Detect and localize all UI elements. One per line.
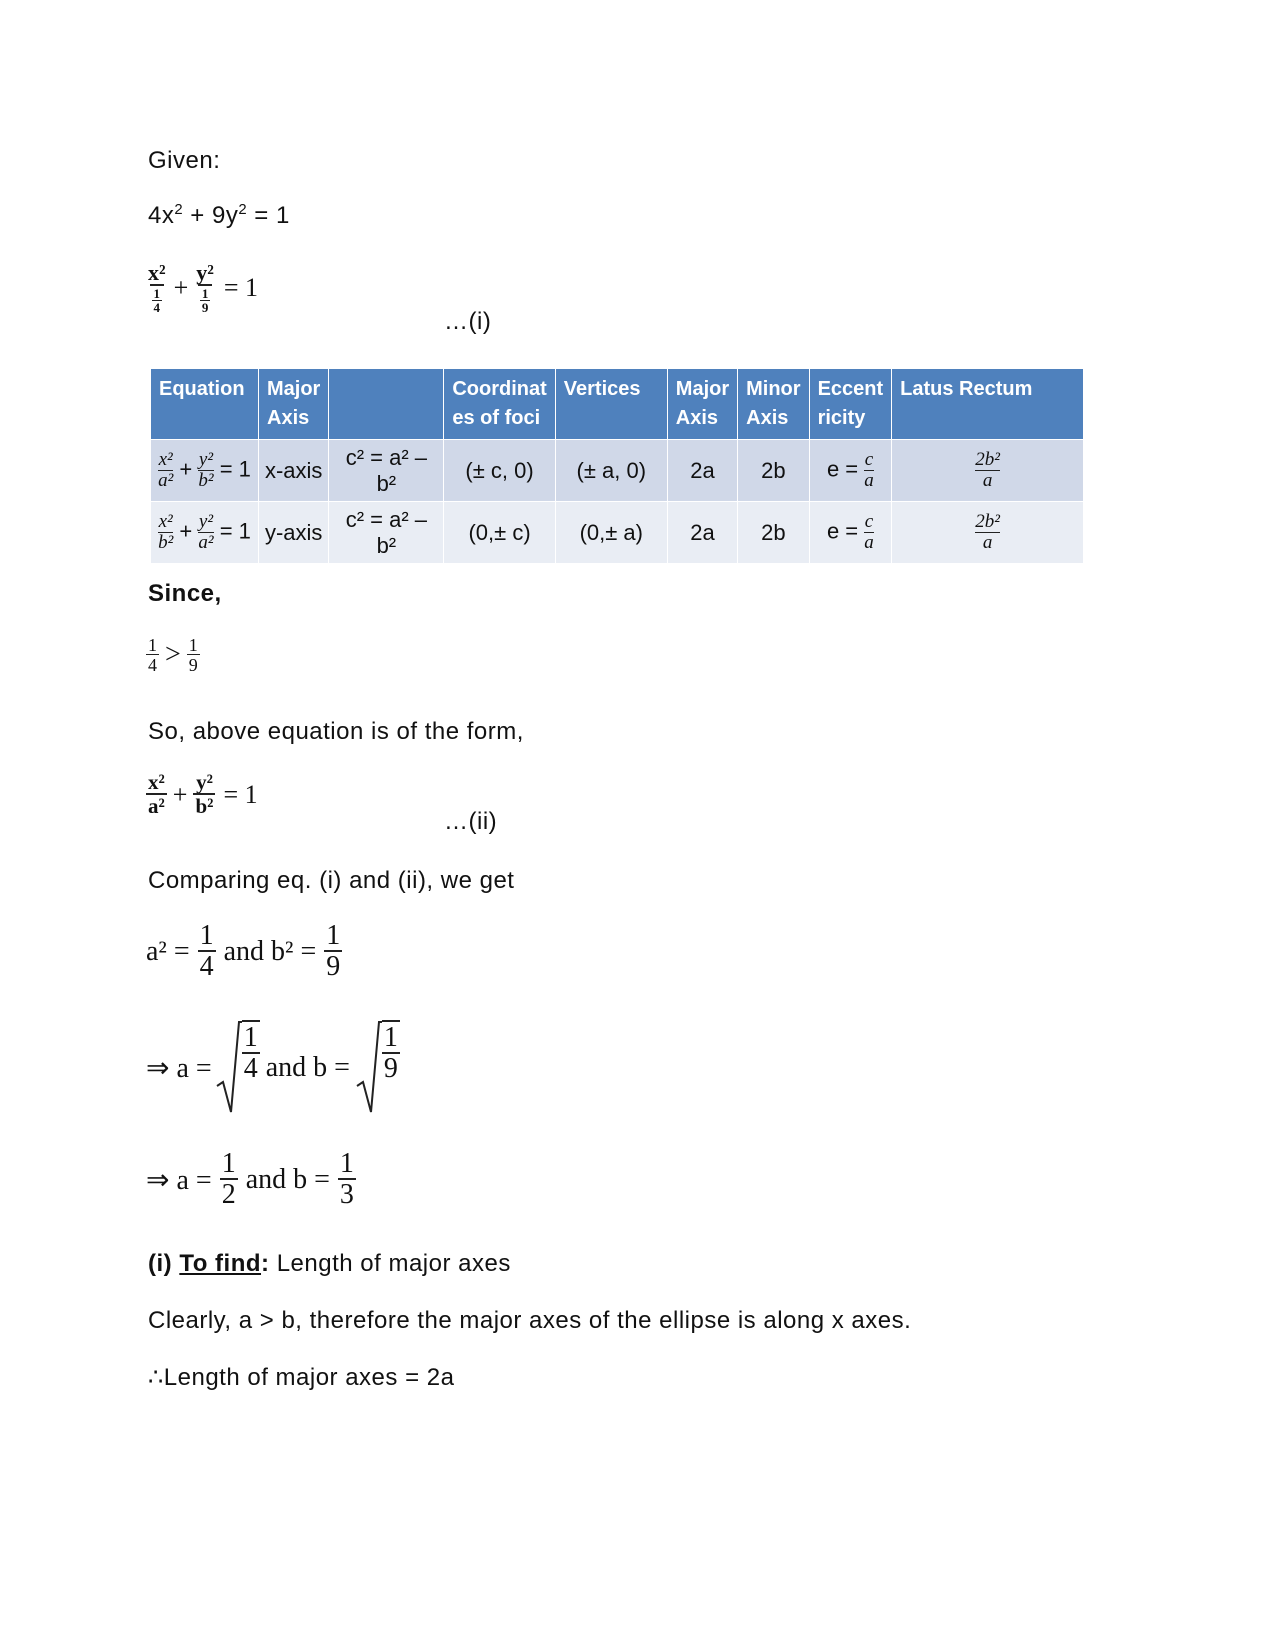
cell-major: 2a [667, 440, 737, 502]
header-major-length: Major Axis [667, 369, 737, 440]
header-vertices: Vertices [555, 369, 667, 440]
comparing-text: Comparing eq. (i) and (ii), we get [148, 867, 515, 894]
cell-major: 2a [667, 502, 737, 564]
equation-i: x² 1 4 + y² 1 9 = 1 [148, 260, 259, 315]
cell-axis: y-axis [259, 502, 329, 564]
table-row [151, 440, 1084, 502]
step-a-b-values: ⇒ a = $\frac{1}{2}$ and b = $\frac{1}{3}$ [146, 1148, 354, 1210]
ellipse-properties-table [150, 368, 1084, 564]
header-minor-length: Minor Axis [738, 369, 809, 440]
cell-eccentricity: e = $\frac{c}{a}$ [809, 440, 892, 502]
table-row [151, 502, 1084, 564]
cell-latus-rectum: $\frac{\text{2b²}}{a}$ [892, 440, 1084, 502]
fraction-y: y² 1 9 [196, 260, 214, 315]
header-blank [329, 369, 444, 440]
inequality: $\frac{1}{4}$ > $\frac{1}{9}$ [148, 635, 198, 675]
equation-ii: $\frac{\text{x²}}{\text{a²}}$ + $\frac{\text{y²}}{\text{b²}}$ = 1 [148, 770, 258, 818]
cell-relation: c² = a² – b² [329, 440, 444, 502]
cell-foci: (0,± c) [444, 502, 555, 564]
so-text: So, above equation is of the form, [148, 718, 524, 745]
header-major-axis: Major Axis [259, 369, 329, 440]
therefore-text: ∴Length of major axes = 2a [148, 1364, 455, 1391]
since-label: Since, [148, 580, 222, 607]
radical-icon [356, 1020, 382, 1116]
cell-minor: 2b [738, 440, 809, 502]
cell-eccentricity: e = $\frac{c}{a}$ [809, 502, 892, 564]
header-eccentricity: Eccent ricity [809, 369, 892, 440]
cell-equation: $\frac{\text{x²}}{\text{a²}}$ + $\frac{\text{y²}}{\text{b²}}$ = 1 [151, 440, 259, 502]
cell-vertices: (0,± a) [555, 502, 667, 564]
step-square-roots: ⇒ a = $\frac{1}{4}$ and b = $\frac{1}{9}$ [146, 1020, 400, 1116]
cell-axis: x-axis [259, 440, 329, 502]
equation-ref-i: …(i) [444, 308, 492, 335]
to-find-line: (i) To find: Length of major axes [148, 1250, 511, 1277]
header-foci: Coordinat es of foci [444, 369, 555, 440]
cell-latus-rectum: $\frac{\text{2b²}}{a}$ [892, 502, 1084, 564]
sqrt-a: $\frac{1}{4}$ [216, 1020, 260, 1116]
cell-vertices: (± a, 0) [555, 440, 667, 502]
step-a-b-squared: a² = $\frac{1}{4}$ and b² = $\frac{1}{9}$ [146, 920, 341, 982]
radical-icon [216, 1020, 242, 1116]
cell-minor: 2b [738, 502, 809, 564]
cell-equation: $\frac{\text{x²}}{\text{b²}}$ + $\frac{\text{y²}}{\text{a²}}$ = 1 [151, 502, 259, 564]
equation-given: $4x^2 + 9y^2 = 1$ [148, 202, 290, 229]
given-label: Given: [148, 147, 221, 174]
clearly-text: Clearly, a > b, therefore the major axes of the ellipse is along x axes. [148, 1307, 912, 1334]
equation-ref-ii: …(ii) [444, 808, 498, 835]
header-equation: Equation [151, 369, 259, 440]
cell-relation: c² = a² – b² [329, 502, 444, 564]
header-latus-rectum: Latus Rectum [892, 369, 1084, 440]
to-find-label: To find [179, 1250, 262, 1277]
cell-foci: (± c, 0) [444, 440, 555, 502]
table-header-row [151, 369, 1084, 440]
sqrt-b: $\frac{1}{9}$ [356, 1020, 400, 1116]
fraction-x: x² 1 4 [148, 260, 166, 315]
